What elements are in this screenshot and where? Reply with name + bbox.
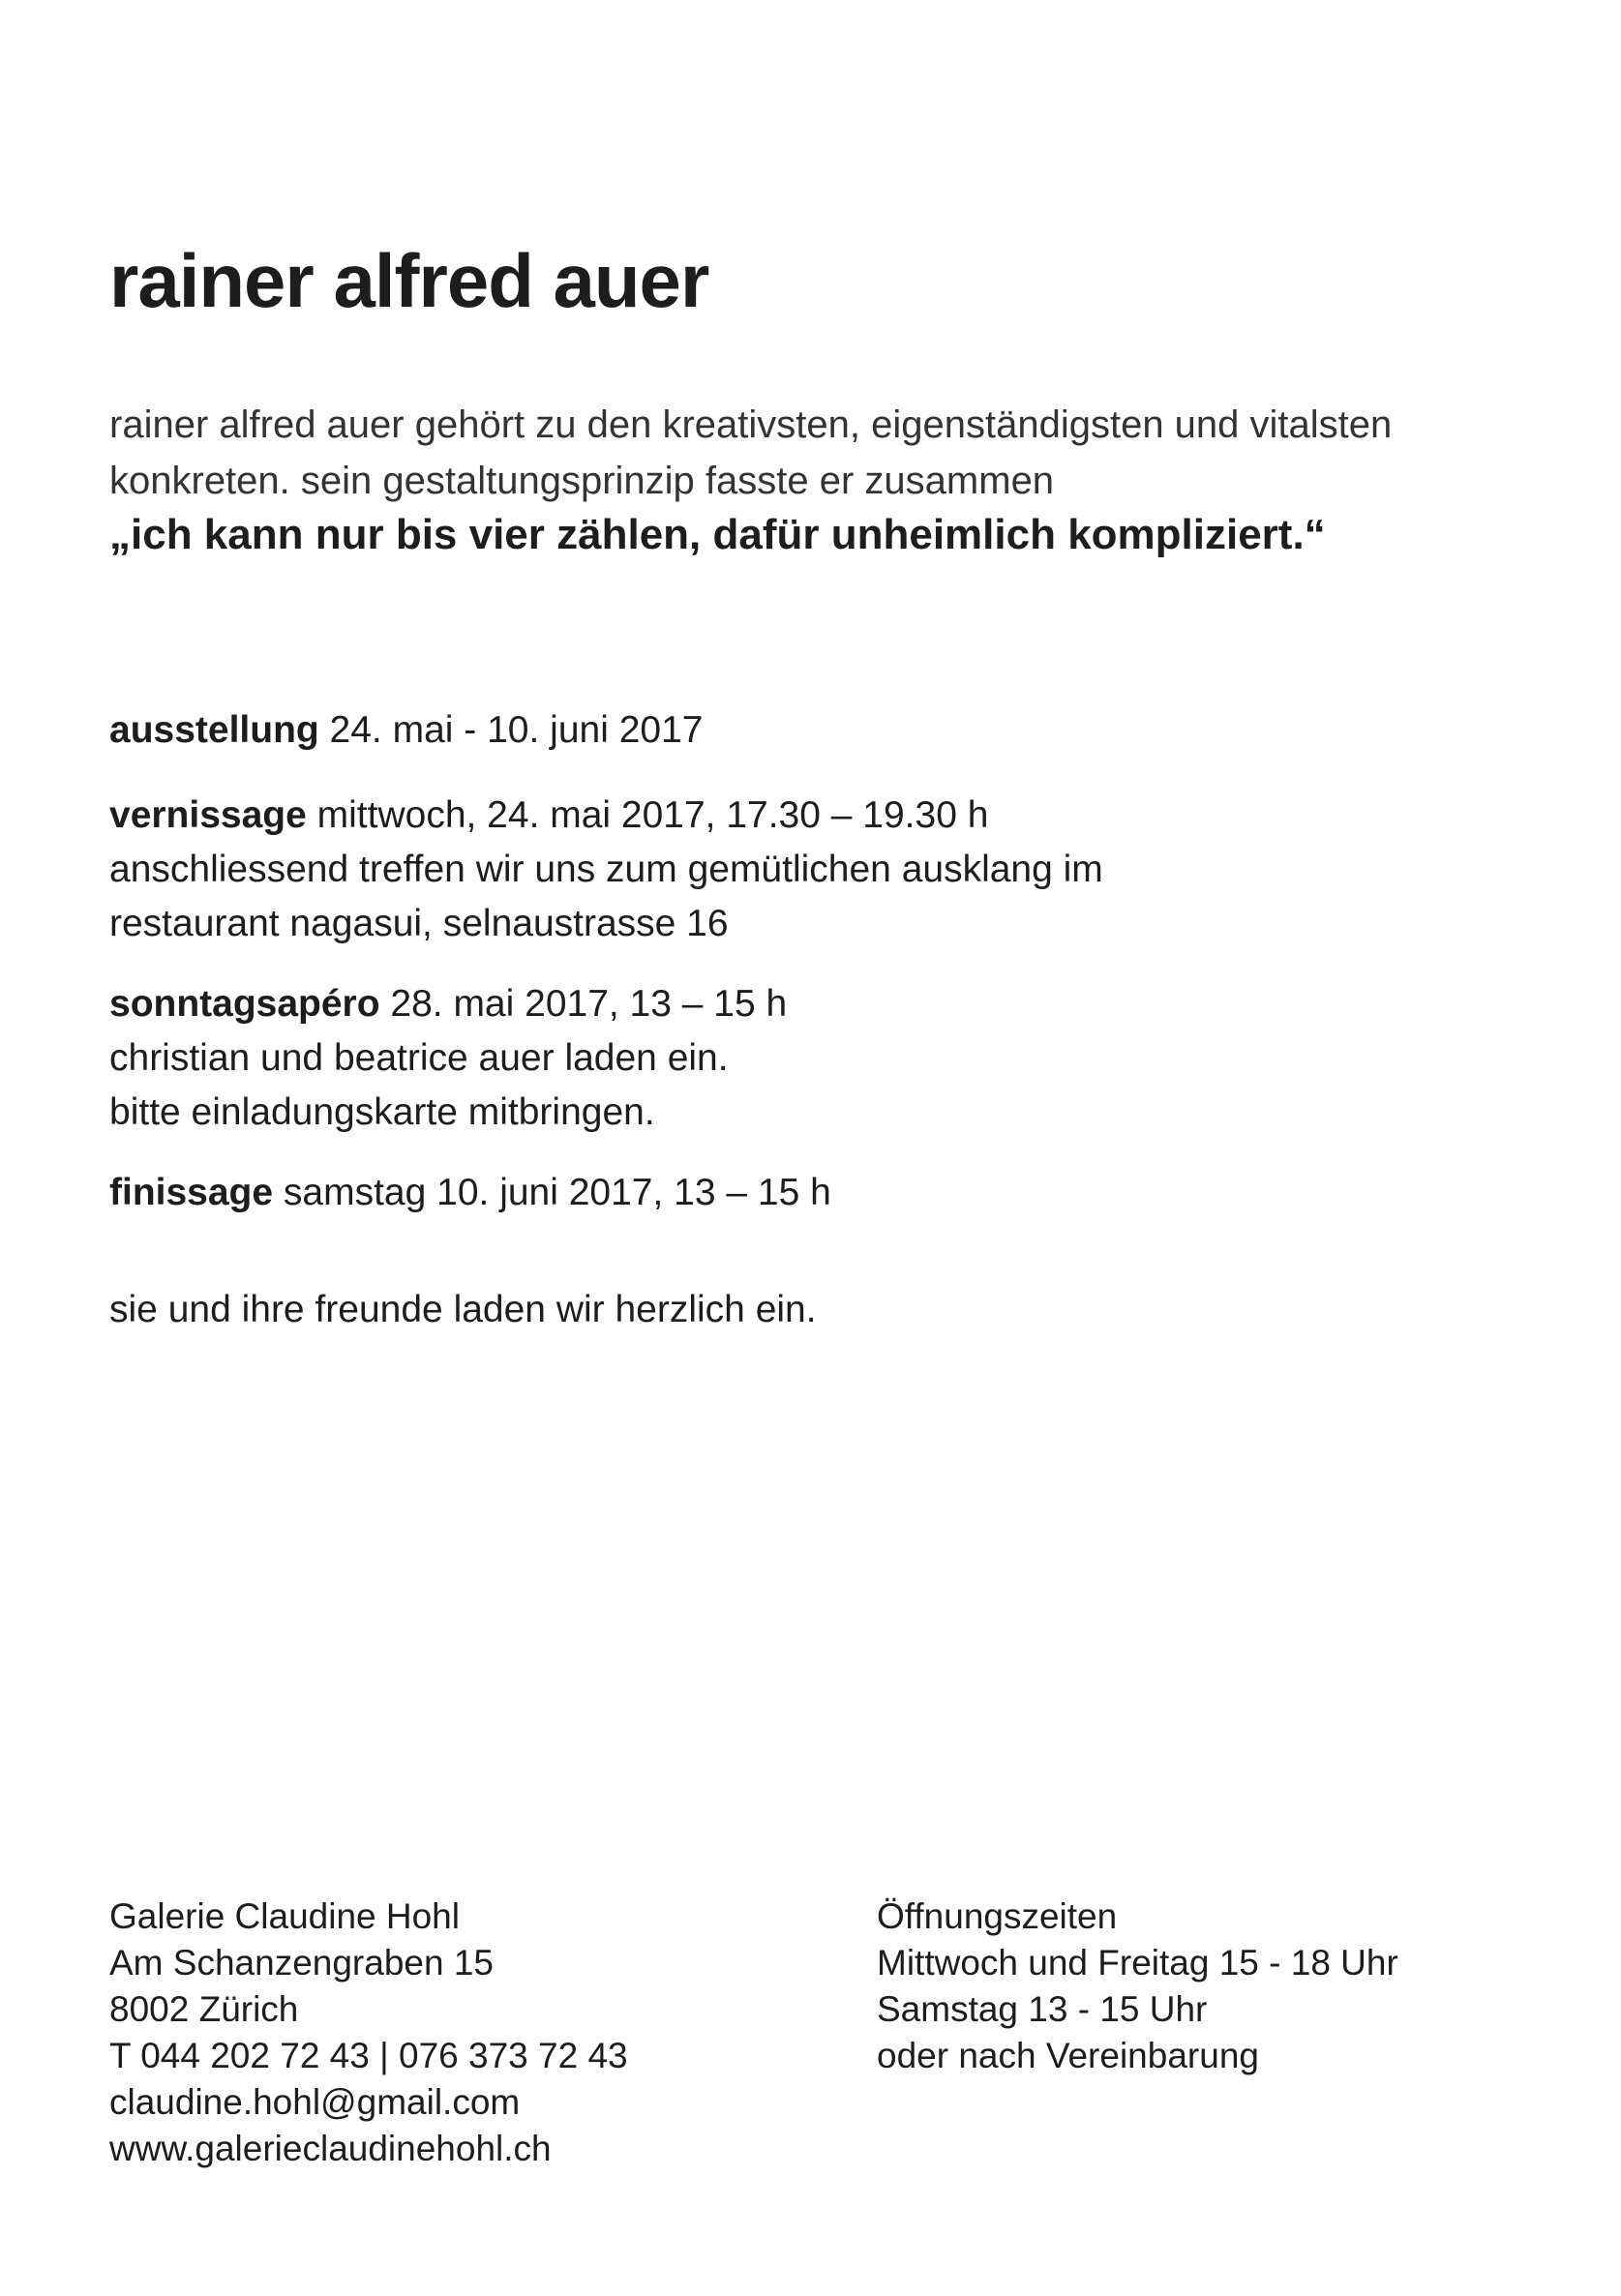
- opening-hours-heading: Öffnungszeiten: [877, 1896, 1118, 1936]
- intro-paragraph: [109, 397, 1542, 563]
- closing-invitation: sie und ihre freunde laden wir herzlich ein.: [109, 1289, 817, 1330]
- intro-quote: „ich kann nur bis vier zählen, dafür unheimlich kompliziert.“: [109, 511, 1326, 558]
- event-sonntagsapero-text: 28. mai 2017, 13 – 15 h: [379, 983, 788, 1025]
- event-sonntagsapero: [109, 977, 787, 1140]
- event-ausstellung: [109, 703, 703, 758]
- event-sonntagsapero-line-3: bitte einladungskarte mitbringen.: [109, 1091, 655, 1133]
- intro-line-1: rainer alfred auer gehört zu den kreativsten, eigenständigsten und vitalsten: [109, 403, 1393, 446]
- event-ausstellung-line: [109, 703, 703, 758]
- event-finissage-line: [109, 1166, 831, 1220]
- intro-line-2: konkreten. sein gestaltungsprinzip fasste er zusammen: [109, 460, 1055, 502]
- event-ausstellung-label: ausstellung: [109, 709, 319, 751]
- footer-address: [109, 1893, 628, 2172]
- event-finissage-text: samstag 10. juni 2017, 13 – 15 h: [273, 1172, 831, 1213]
- event-vernissage-line-3: restaurant nagasui, selnaustrasse 16: [109, 903, 729, 944]
- opening-hours-line-1: Mittwoch und Freitag 15 - 18 Uhr: [877, 1943, 1398, 1983]
- event-sonntagsapero-line-1: [109, 977, 787, 1031]
- event-sonntagsapero-label: sonntagsapéro: [109, 983, 380, 1025]
- event-vernissage-line-1: [109, 789, 1103, 843]
- gallery-phone: T 044 202 72 43 | 076 373 72 43: [109, 2036, 628, 2075]
- gallery-city: 8002 Zürich: [109, 1989, 299, 2029]
- event-ausstellung-text: 24. mai - 10. juni 2017: [318, 709, 704, 751]
- event-finissage-label: finissage: [109, 1172, 274, 1213]
- event-vernissage-label: vernissage: [109, 794, 307, 836]
- gallery-street: Am Schanzengraben 15: [109, 1943, 494, 1983]
- page-title: rainer alfred auer: [109, 238, 709, 323]
- event-vernissage-text: mittwoch, 24. mai 2017, 17.30 – 19.30 h: [306, 794, 989, 836]
- event-vernissage-line-2: anschliessend treffen wir uns zum gemütlichen ausklang im: [109, 849, 1103, 890]
- event-finissage: [109, 1166, 831, 1220]
- footer-opening-hours: [877, 1893, 1398, 2079]
- event-sonntagsapero-line-2: christian und beatrice auer laden ein.: [109, 1037, 729, 1079]
- opening-hours-line-2: Samstag 13 - 15 Uhr: [877, 1989, 1208, 2029]
- gallery-name: Galerie Claudine Hohl: [109, 1896, 460, 1936]
- gallery-email: claudine.hohl@gmail.com: [109, 2082, 521, 2122]
- opening-hours-line-3: oder nach Vereinbarung: [877, 2036, 1259, 2075]
- event-vernissage: [109, 789, 1103, 951]
- gallery-website: www.galerieclaudinehohl.ch: [109, 2129, 552, 2168]
